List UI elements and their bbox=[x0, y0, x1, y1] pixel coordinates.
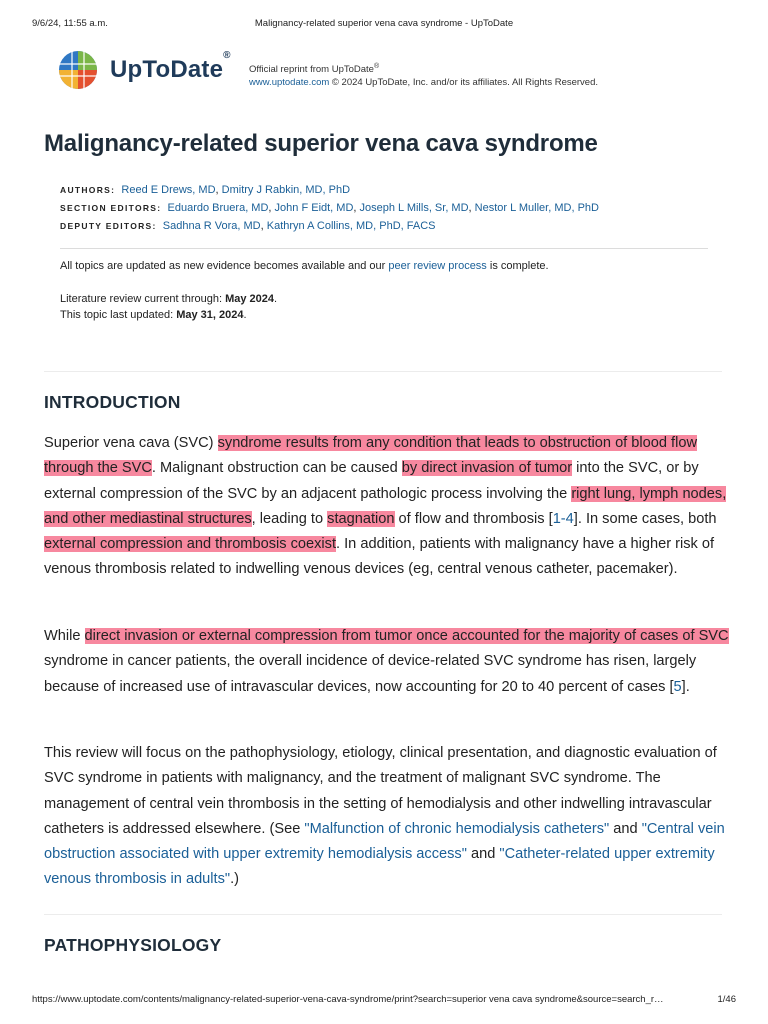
deputy-editors-label: DEPUTY EDITORS: bbox=[60, 221, 157, 231]
authors-label: AUTHORS: bbox=[60, 185, 116, 195]
literature-review-date: Literature review current through: May 2024. bbox=[60, 293, 278, 305]
copyright-text: © 2024 UpToDate, Inc. and/or its affiliates. All Rights Reserved. bbox=[329, 77, 599, 89]
peer-review-link[interactable]: peer review process bbox=[388, 260, 487, 272]
reference-link[interactable]: 1-4 bbox=[552, 510, 574, 527]
uptodate-logo-icon bbox=[58, 50, 98, 90]
body-text: This review will focus on the pathophysiology, etiology, clinical presentation, and diagnostic evaluation of SVC syndrome in patients with malignancy, and the treatment of malignant SVC syndrome. The management of central vein thrombosis in the setting of hemodialysis and other indwelling intravascular catheters is addressed elsewhere. (See bbox=[44, 745, 717, 837]
divider bbox=[60, 248, 708, 249]
author-link[interactable]: Dmitry J Rabkin, MD, PhD bbox=[221, 184, 351, 196]
body-text: syndrome in cancer patients, the overall incidence of device-related SVC syndrome has risen, largely because of increased use of intravascular devices, now accounting for 20 to 40 percent of cases [ bbox=[44, 653, 697, 695]
body-text: While bbox=[44, 628, 85, 644]
article-title: Malignancy-related superior vena cava syndrome bbox=[44, 130, 598, 157]
reference-link[interactable]: 5 bbox=[673, 678, 682, 695]
divider bbox=[44, 914, 722, 915]
body-text: , leading to bbox=[251, 510, 328, 527]
body-text: .) bbox=[230, 871, 239, 888]
uptodate-logo-text: UpToDate® bbox=[110, 50, 231, 83]
highlighted-text: by direct invasion of tumor bbox=[401, 460, 573, 477]
print-page-title: Malignancy-related superior vena cava syndrome - UpToDate bbox=[254, 18, 514, 29]
body-text: and bbox=[609, 820, 642, 837]
reference-link[interactable]: "Central vein obstruction associated with upper extremity hemodialysis access" bbox=[44, 820, 725, 863]
uptodate-site-link[interactable]: www.uptodate.com bbox=[249, 77, 330, 89]
reprint-notice: Official reprint from UpToDate® www.uptodate.com © 2024 UpToDate, Inc. and/or its affiliates. All Rights Reserved. bbox=[249, 63, 599, 89]
body-text: ]. bbox=[681, 678, 690, 695]
print-url: https://www.uptodate.com/contents/malignancy-related-superior-vena-cava-syndrome/print?search=superior vena cava syndrome&source=search_r… bbox=[32, 994, 664, 1005]
highlighted-text: external compression and thrombosis coexist bbox=[44, 536, 337, 553]
body-text: Superior vena cava (SVC) bbox=[44, 435, 218, 451]
intro-paragraph-3 bbox=[44, 741, 734, 893]
editor-link[interactable]: Nestor L Muller, MD, PhD bbox=[474, 202, 599, 214]
editor-link[interactable]: Joseph L Mills, Sr, MD bbox=[359, 202, 469, 214]
body-text: of flow and thrombosis [ bbox=[394, 510, 553, 527]
body-text: ]. In some cases, both bbox=[573, 510, 717, 527]
highlighted-text: stagnation bbox=[327, 510, 395, 527]
deputy-editor-link[interactable]: Kathryn A Collins, MD, PhD, FACS bbox=[266, 220, 436, 232]
deputy-editor-link[interactable]: Sadhna R Vora, MD bbox=[162, 220, 261, 232]
authors-row: AUTHORS: Reed E Drews, MD, Dmitry J Rabkin, MD, PhD bbox=[60, 184, 351, 196]
section-heading-pathophysiology: PATHOPHYSIOLOGY bbox=[44, 935, 222, 955]
body-text: . In addition, patients with malignancy have a higher risk of venous thrombosis related to indwelling venous devices (eg, central venous catheter, pacemaker). bbox=[44, 536, 715, 578]
last-updated-date: This topic last updated: May 31, 2024. bbox=[60, 309, 247, 321]
section-editors-label: SECTION EDITORS: bbox=[60, 203, 162, 213]
highlighted-text: right lung, lymph nodes, and other mediastinal structures bbox=[44, 485, 727, 527]
intro-paragraph-2 bbox=[44, 624, 734, 700]
section-editors-row: SECTION EDITORS: Eduardo Bruera, MD, John F Eidt, MD, Joseph L Mills, Sr, MD, Nestor L Muller, MD, PhD bbox=[60, 202, 599, 214]
print-datetime: 9/6/24, 11:55 a.m. bbox=[32, 18, 108, 29]
section-heading-introduction: INTRODUCTION bbox=[44, 392, 181, 412]
body-text: . Malignant obstruction can be caused bbox=[151, 460, 402, 477]
reference-link[interactable]: "Catheter-related upper extremity venous thrombosis in adults" bbox=[44, 846, 715, 888]
print-page-number: 1/46 bbox=[717, 994, 736, 1005]
editor-link[interactable]: Eduardo Bruera, MD bbox=[167, 202, 269, 214]
deputy-editors-row: DEPUTY EDITORS: Sadhna R Vora, MD, Kathryn A Collins, MD, PhD, FACS bbox=[60, 220, 436, 232]
article-contributors bbox=[60, 181, 599, 235]
body-text: into the SVC, or by external compression of the SVC by an adjacent pathologic process involving the bbox=[44, 460, 699, 502]
highlighted-text: syndrome results from any condition that leads to obstruction of blood flow through the SVC bbox=[44, 435, 698, 477]
update-note: All topics are updated as new evidence becomes available and our peer review process is complete. bbox=[60, 260, 549, 272]
intro-paragraph-1 bbox=[44, 431, 734, 583]
body-text: and bbox=[466, 846, 500, 863]
highlighted-text: direct invasion or external compression from tumor once accounted for the majority of cases of SVC bbox=[84, 628, 729, 644]
divider bbox=[44, 371, 722, 372]
reference-link[interactable]: "Malfunction of chronic hemodialysis catheters" bbox=[304, 820, 610, 837]
editor-link[interactable]: John F Eidt, MD bbox=[274, 202, 354, 214]
review-dates bbox=[60, 291, 277, 323]
author-link[interactable]: Reed E Drews, MD bbox=[121, 184, 216, 196]
